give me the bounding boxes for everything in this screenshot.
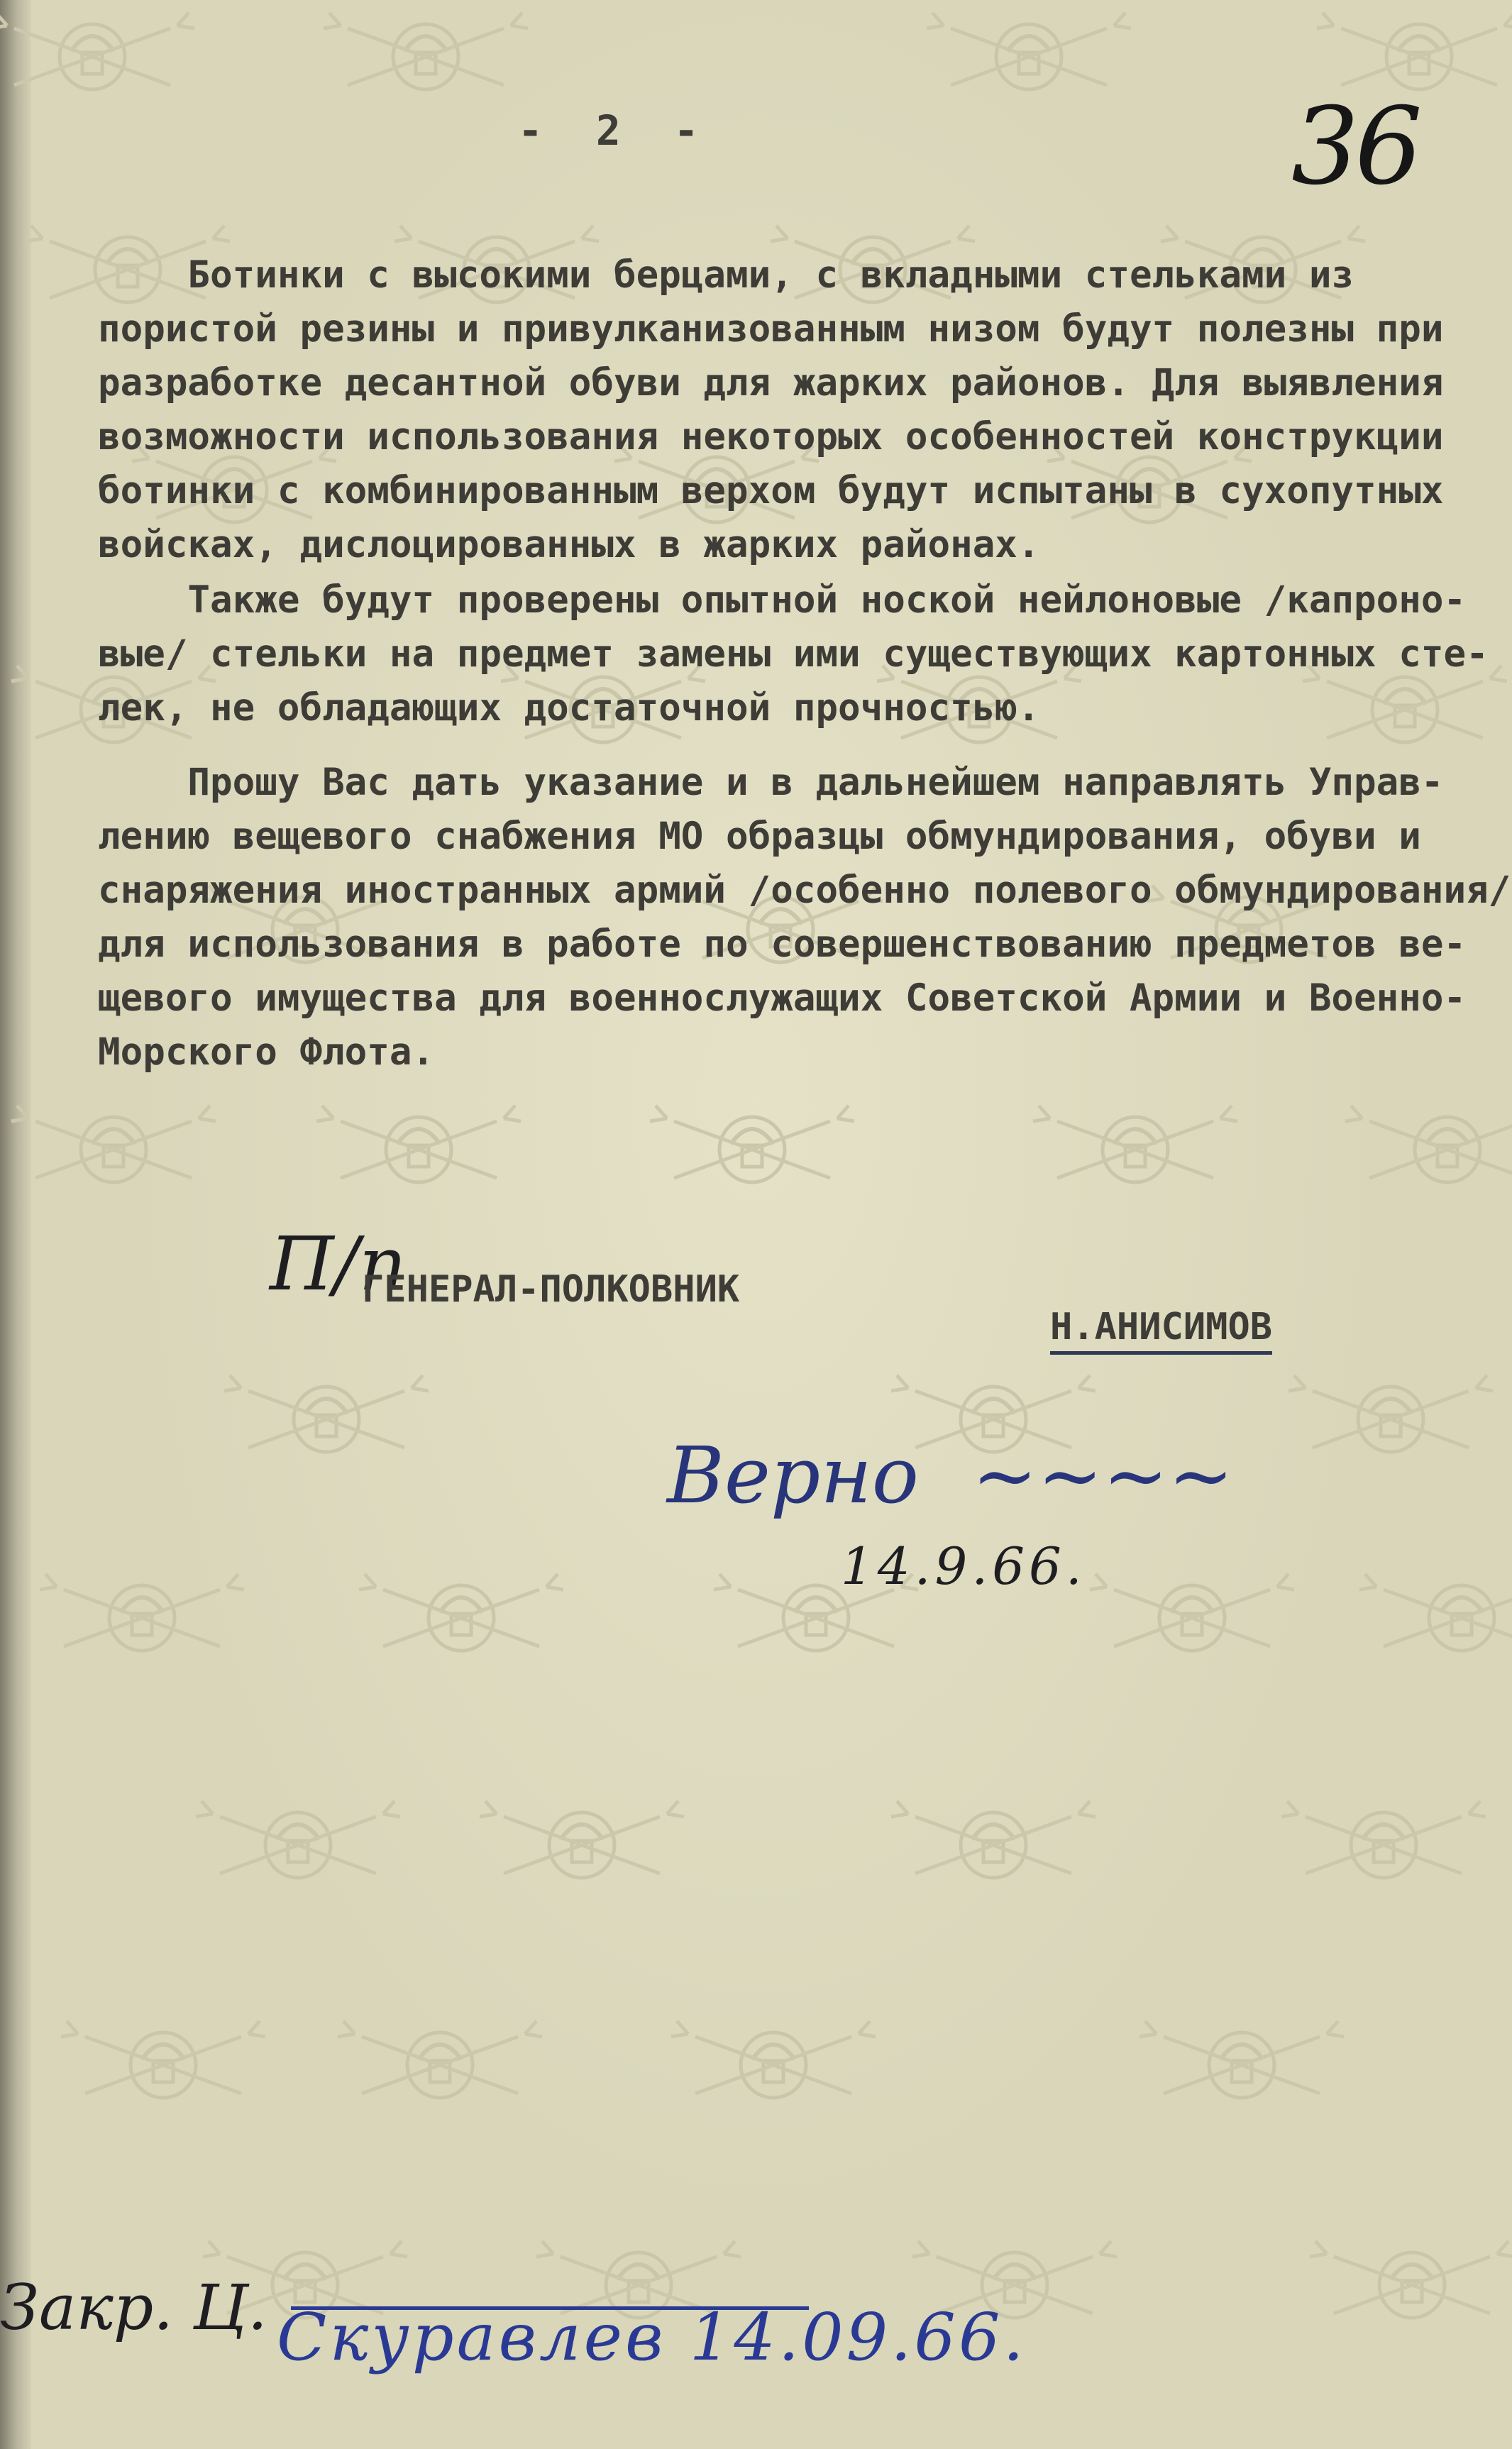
text-line: лению вещевого снабжения МО образцы обмундирования, обуви и — [98, 815, 1421, 858]
text-line: Морского Флота. — [98, 1030, 435, 1074]
certification-word: Верно — [667, 1430, 920, 1521]
handwritten-margin-note: Закр. Ц. — [0, 2271, 267, 2344]
text-line: ботинки с комбинированным верхом будут испытаны в сухопутных — [98, 469, 1444, 512]
handwritten-pp-mark: П/п — [270, 1221, 407, 1307]
handwritten-date: 14.9.66. — [841, 1536, 1086, 1596]
text-line: пористой резины и привулканизованным низом будут полезны при — [98, 307, 1444, 351]
text-line: возможности использования некоторых особенностей конструкции — [98, 415, 1444, 458]
text-line: Прошу Вас дать указание и в дальнейшем направлять Управ- — [98, 761, 1444, 804]
page-number: - 2 - — [518, 106, 713, 155]
text-line: снаряжения иностранных армий /особенно полевого обмундирования/ — [98, 869, 1511, 912]
text-line: лек, не обладающих достаточной прочностью. — [98, 686, 1040, 730]
text-line: Ботинки с высокими берцами, с вкладными стельками из — [98, 253, 1354, 297]
archive-folio-number: 36 — [1291, 85, 1418, 209]
paragraph-3 — [98, 756, 1511, 1079]
handwritten-bottom-note: Скуравлев 14.09.66. — [277, 2299, 1027, 2375]
paragraph-2 — [98, 573, 1489, 735]
text-line: вые/ стельки на предмет замены ими существующих картонных сте- — [98, 632, 1489, 676]
paragraph-1 — [98, 248, 1474, 572]
text-line: для использования в работе по совершенствованию предметов ве- — [98, 923, 1467, 966]
handwritten-certification — [667, 1430, 1234, 1521]
text-line: разработке десантной обуви для жарких районов. Для выявления — [98, 361, 1444, 405]
signatory-name: Н.АНИСИМОВ — [1050, 1306, 1272, 1355]
text-line: Также будут проверены опытной ноской нейлоновые /капроно- — [98, 578, 1467, 622]
text-line: войсках, дислоцированных в жарких районах. — [98, 523, 1040, 566]
signature-scrawl: ~~~~ — [972, 1430, 1234, 1521]
signatory-rank: ГЕНЕРАЛ-ПОЛКОВНИК — [362, 1268, 740, 1311]
text-line: щевого имущества для военнослужащих Советской Армии и Военно- — [98, 976, 1467, 1020]
